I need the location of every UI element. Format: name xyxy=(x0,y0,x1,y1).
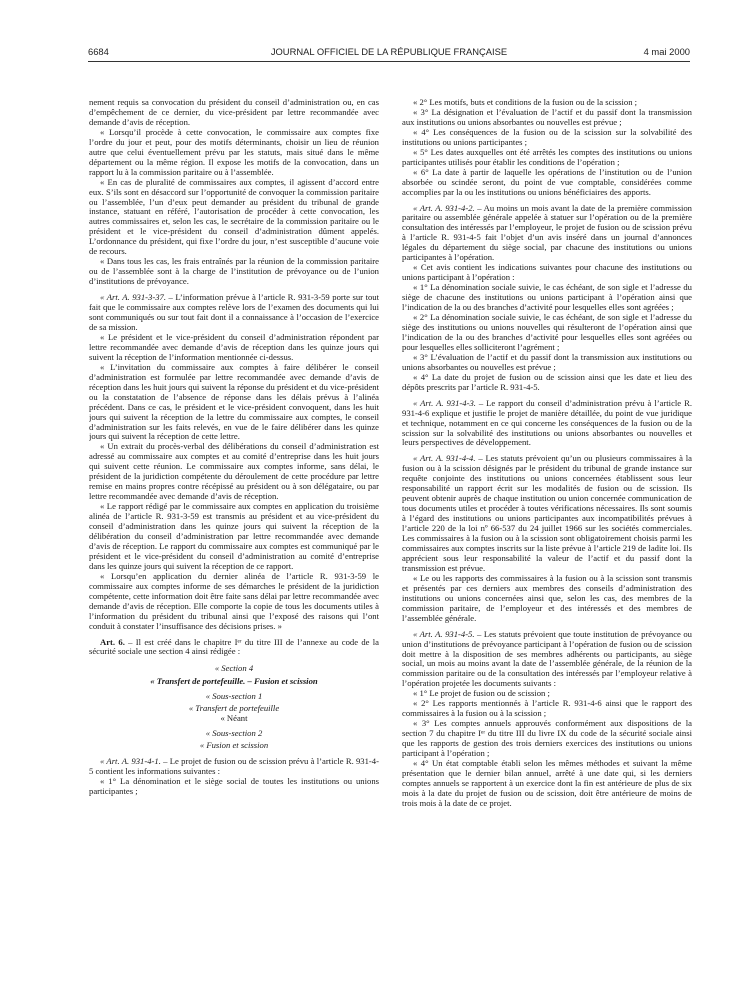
paragraph: « Dans tous les cas, les frais entraînés par la réunion de la commission paritaire ou de l’assemblée sont à la charge de l’institution de prévoyance ou de l’union d’institutions de prévoyance. xyxy=(89,256,379,287)
article-label: « Art. A. 931-3-37. xyxy=(100,292,166,303)
paragraph: « Le président et le vice-président du conseil d’administration répondent par lettre recommandée avec demande d’avis de réception dans les quinze jours qui suivent la réception de l’information mentionnée ci-dessus. xyxy=(89,331,379,362)
paragraph: « 4° La date du projet de fusion ou de scission ainsi que les date et lieu des dépôts prescrits par l’article R. 931-4-5. xyxy=(402,371,692,392)
neant-text: « Néant xyxy=(220,713,248,724)
paragraph: « 3° La désignation et l’évaluation de l’actif et du passif dont la transmission aux institutions ou unions absorbantes ou nouvelles est prévue ; xyxy=(402,106,692,127)
paragraph: « 2° Les rapports mentionnés à l’article R. 931-4-6 ainsi que le rapport des commissaires à la fusion ou à la scission ; xyxy=(402,698,692,719)
section-title: « Transfert de portefeuille. – Fusion et scission xyxy=(150,676,318,687)
publication-date: 4 mai 2000 xyxy=(643,46,690,57)
article-label: « Art. A. 931-4-3. xyxy=(413,397,476,408)
paragraph: « Lorsqu’il procède à cette convocation, le commissaire aux comptes fixe l’ordre du jour et peut, pour des motifs déterminants, choisir un lieu de réunion autre que celui éventuellement prévu par les statuts, mais situé dans le même département ou la même région. Il expose les motifs de la convocation, dans un rapport lu à la commission paritaire ou à l’assemblée. xyxy=(89,126,379,177)
article-text: – Les statuts prévoient qu’un ou plusieurs commissaires à la fusion ou à la scission désignés par le président du tribunal de grande instance sur requête conjointe des institutions ou unions concernées établissent sous leur responsabilité un rapport écrit sur les modalités de fusion ou de scission. Ils peuvent obtenir auprès de chaque institution ou union concernée communication de tous documents utiles et procéder à toutes vérifications nécessaires. Ils sont soumis à l’égard des institutions ou unions participantes aux incompatibilités prévues à l’article 220 de la loi nº 66-537 du 24 juillet 1966 sur les sociétés commerciales. Les commissaires à la fusion ou à la scission sont obligatoirement choisis parmi les commissaires aux comptes inscrits sur la liste prévue à l’article 219 de ladite loi. Ils apprécient sous leur responsabilité la valeur de l’actif et du passif dont la transmission est prévue. xyxy=(402,453,692,573)
article-text: – Il est créé dans le chapitre Iᵉʳ du titre III de l’annexe au code de la sécurité sociale une section 4 ainsi rédigée : xyxy=(89,636,379,657)
article-paragraph xyxy=(89,293,379,333)
paragraph: « 2° Les motifs, buts et conditions de la fusion ou de la scission ; xyxy=(413,98,638,107)
paragraph: « En cas de pluralité de commissaires aux comptes, il agissent d’accord entre eux. S’ils sont en désaccord sur l’opportunité de convoquer la commission paritaire ou l’assemblée, l’un d’eux peut demander au président du tribunal de grande instance, statuant en référé, l’autorisation de procéder à cette convocation, les autres commissaires et, selon les cas, le secrétaire de la commission paritaire ou le président et le vice-président du conseil d’administration dûment appelés. L’ordonnance du président, qui fixe l’ordre du jour, n’est susceptible d’aucune voie de recours. xyxy=(89,176,379,257)
article-paragraph xyxy=(89,757,379,777)
paragraph: « Lorsqu’en application du dernier alinéa de l’article R. 931-3-59 le commissaire aux comptes informe de ses démarches le président de la juridiction compétente, cette information doit être faite sans délai par lettre recommandée avec demande d’avis de réception. Elle comporte la copie de tous les documents utiles à l’information du président du tribunal ainsi que l’exposé des raisons qui l’ont conduit à constater l’insuffisance des décisions prises. » xyxy=(89,570,379,631)
section-heading: « Section 4 xyxy=(214,663,254,674)
paragraph: « Le rapport rédigé par le commissaire aux comptes en application du troisième alinéa de l’article R. 931-3-59 est transmis au président et au vice-président du conseil d’administration dans les quinze jours qui suivent la réception de la délibération du conseil d’administration par lettre recommandée avec demande d’avis de réception. Le rapport du commissaire aux comptes est communiqué par le président et le vice-président du conseil d’administration au comité d’entreprise dans les quinze jours qui suivent la réception de ce rapport. xyxy=(89,501,379,571)
right-column xyxy=(402,98,692,978)
subsection-heading: « Sous-section 2 xyxy=(205,728,263,739)
paragraph: « 1° La dénomination sociale suivie, le cas échéant, de son sigle et l’adresse du siège de chacune des institutions ou unions participant à l’opération ainsi que l’indication de la ou des branches d’activité pour lesquelles elles sont agréées ; xyxy=(402,282,692,313)
page-number: 6684 xyxy=(88,46,109,57)
article-label: « Art. A. 931-4-5. xyxy=(413,628,475,639)
paragraph: « 4° Un état comptable établi selon les mêmes méthodes et suivant la même présentation que le dernier bilan annuel, arrêté à une date qui, si les derniers comptes annuels se rapportent à un exercice dont la fin est antérieure de plus de six mois à la date du projet de fusion ou de scission, doit être antérieure de moins de trois mois à la date de ce projet. xyxy=(402,758,692,808)
article-label: « Art. A. 931-4-4. xyxy=(413,453,476,464)
journal-title: JOURNAL OFFICIEL DE LA RÉPUBLIQUE FRANÇAISE xyxy=(270,46,508,57)
paragraph: « 3° L’évaluation de l’actif et du passif dont la transmission aux institutions ou unions absorbantes ou nouvelles est prévue ; xyxy=(402,351,692,372)
left-column xyxy=(89,98,379,978)
header-rule xyxy=(88,61,690,62)
article-text: – Les statuts prévoient que toute institution de prévoyance ou union d’institutions de prévoyance participant à l’opération de fusion ou de scission doit mettre à la disposition de ses membres adhérents ou participants, au siège social, un mois au moins avant la date de l’assemblée générale, de la réunion de la commission paritaire ou de la consultation des intéressés par l’employeur relative à l’opération projetée les documents suivants : xyxy=(402,628,692,689)
paragraph: « L’invitation du commissaire aux comptes à faire délibérer le conseil d’administration est formulée par lettre recommandée avec demande d’avis de réception dans les huit jours qui suivent la réponse du président et du vice-président ou la constatation de l’absence de réponse dans les délais prévus à l’alinéa précédent. Dans ce cas, le président et le vice-président convoquent, dans les huit jours qui suivent la réception de la lettre du commissaire aux comptes, le conseil d’administration sur les faits relevés, en vue de le faire délibérer dans les quinze jours qui suivent la réception de cette lettre. xyxy=(89,361,379,442)
article-label: « Art. A. 931-4-1. xyxy=(100,756,161,767)
paragraph: « 3° Les comptes annuels approuvés conformément aux dispositions de la section 7 du chapitre Iᵉʳ du titre III du livre IX du code de la sécurité sociale ainsi que les rapports de gestion des trois derniers exercices des institutions ou unions participant à l’opération ; xyxy=(402,718,692,759)
paragraph: « Un extrait du procès-verbal des délibérations du conseil d’administration est adressé au commissaire aux comptes et au comité d’entreprise dans les huit jours qui suivent cette réunion. Le commissaire aux comptes informe, sans délai, le président de la juridiction compétente du déroulement de cette procédure par lettre remise en mains propres contre récépissé au président ou à son délégataire, ou par lettre recommandée avec demande d’avis de réception. xyxy=(89,441,379,502)
subsection-title: « Fusion et scission xyxy=(199,740,269,751)
article-paragraph xyxy=(402,630,692,690)
article-text: – Au moins un mois avant la date de la première commission paritaire ou assemblée générale appelée à statuer sur l’opération ou de la première consultation des intéressés par l’employeur, le projet de fusion ou de scission prévu à l’article R. 931-4-5 fait l’objet d’un avis inséré dans un journal d’annonces légales du département du siège social, par chacune des institutions ou unions participantes à l’opération. xyxy=(402,202,692,263)
article-paragraph xyxy=(89,638,379,658)
article-paragraph xyxy=(402,454,692,573)
paragraph: « Cet avis contient les indications suivantes pour chacune des institutions ou unions participant à l’opération : xyxy=(402,262,692,283)
subsection-title: « Transfert de portefeuille xyxy=(188,703,280,714)
article-paragraph xyxy=(402,204,692,264)
article-text: – Le projet de fusion ou de scission prévu à l’article R. 931-4-5 contient les informations suivantes : xyxy=(89,756,379,777)
paragraph: nement requis sa convocation du président du conseil d’administration ou, en cas d’empêchement de ce dernier, du vice-président par lettre recommandée avec demande d’avis de réception. xyxy=(89,98,379,127)
paragraph: « 6° La date à partir de laquelle les opérations de l’institution ou de l’union absorbée ou scindée seront, du point de vue comptable, considérées comme accomplies par la ou les institutions ou unions bénéficiaires des apports. xyxy=(402,166,692,197)
paragraph: « 1° Le projet de fusion ou de scission ; xyxy=(413,688,550,699)
article-label: « Art. A. 931-4-2. xyxy=(413,202,475,213)
paragraph: « 5° Les dates auxquelles ont été arrêtés les comptes des institutions ou unions participantes utilisés pour établir les conditions de l’opération ; xyxy=(402,146,692,167)
subsection-heading: « Sous-section 1 xyxy=(205,691,263,702)
page-header xyxy=(88,46,690,60)
article-text: – Le rapport du conseil d’administration prévu à l’article R. 931-4-6 explique et justifie le projet de manière détaillée, du point de vue juridique et technique, notamment en ce qui concerne les conséquences de la fusion ou de la scission sur la solvabilité des institutions ou unions absorbantes ou nouvelles et leurs perspectives de développement. xyxy=(402,397,692,448)
paragraph: « 1° La dénomination et le siège social de toutes les institutions ou unions participantes ; xyxy=(89,776,379,796)
article-label: Art. 6. xyxy=(100,636,125,647)
article-text: – L’information prévue à l’article R. 931-3-59 porte sur tout fait que le commissaire aux comptes relève lors de l’examen des documents qui lui sont communiqués ou sur tout fait dont il a connaissance à l’occasion de l’exercice de sa mission. xyxy=(89,292,379,332)
article-paragraph xyxy=(402,399,692,449)
paragraph: « 4° Les conséquences de la fusion ou de la scission sur la solvabilité des institutions ou unions participantes ; xyxy=(402,126,692,147)
paragraph: « Le ou les rapports des commissaires à la fusion ou à la scission sont transmis et présentés par ces derniers aux membres des conseils d’administration des institutions ou unions concernées ainsi que, selon les cas, des membres de la commission paritaire, de l’employeur et des intéressés et des membres de l’assemblée générale. xyxy=(402,572,692,623)
paragraph: « 2° La dénomination sociale suivie, le cas échéant, de son sigle et l’adresse du siège des institutions ou unions nouvelles qui résulteront de l’opération ainsi que l’indication de la ou des branches d’activité pour lesquelles elles sont agréées ou pour lesquelles elles solliciteront l’agrément ; xyxy=(402,312,692,352)
